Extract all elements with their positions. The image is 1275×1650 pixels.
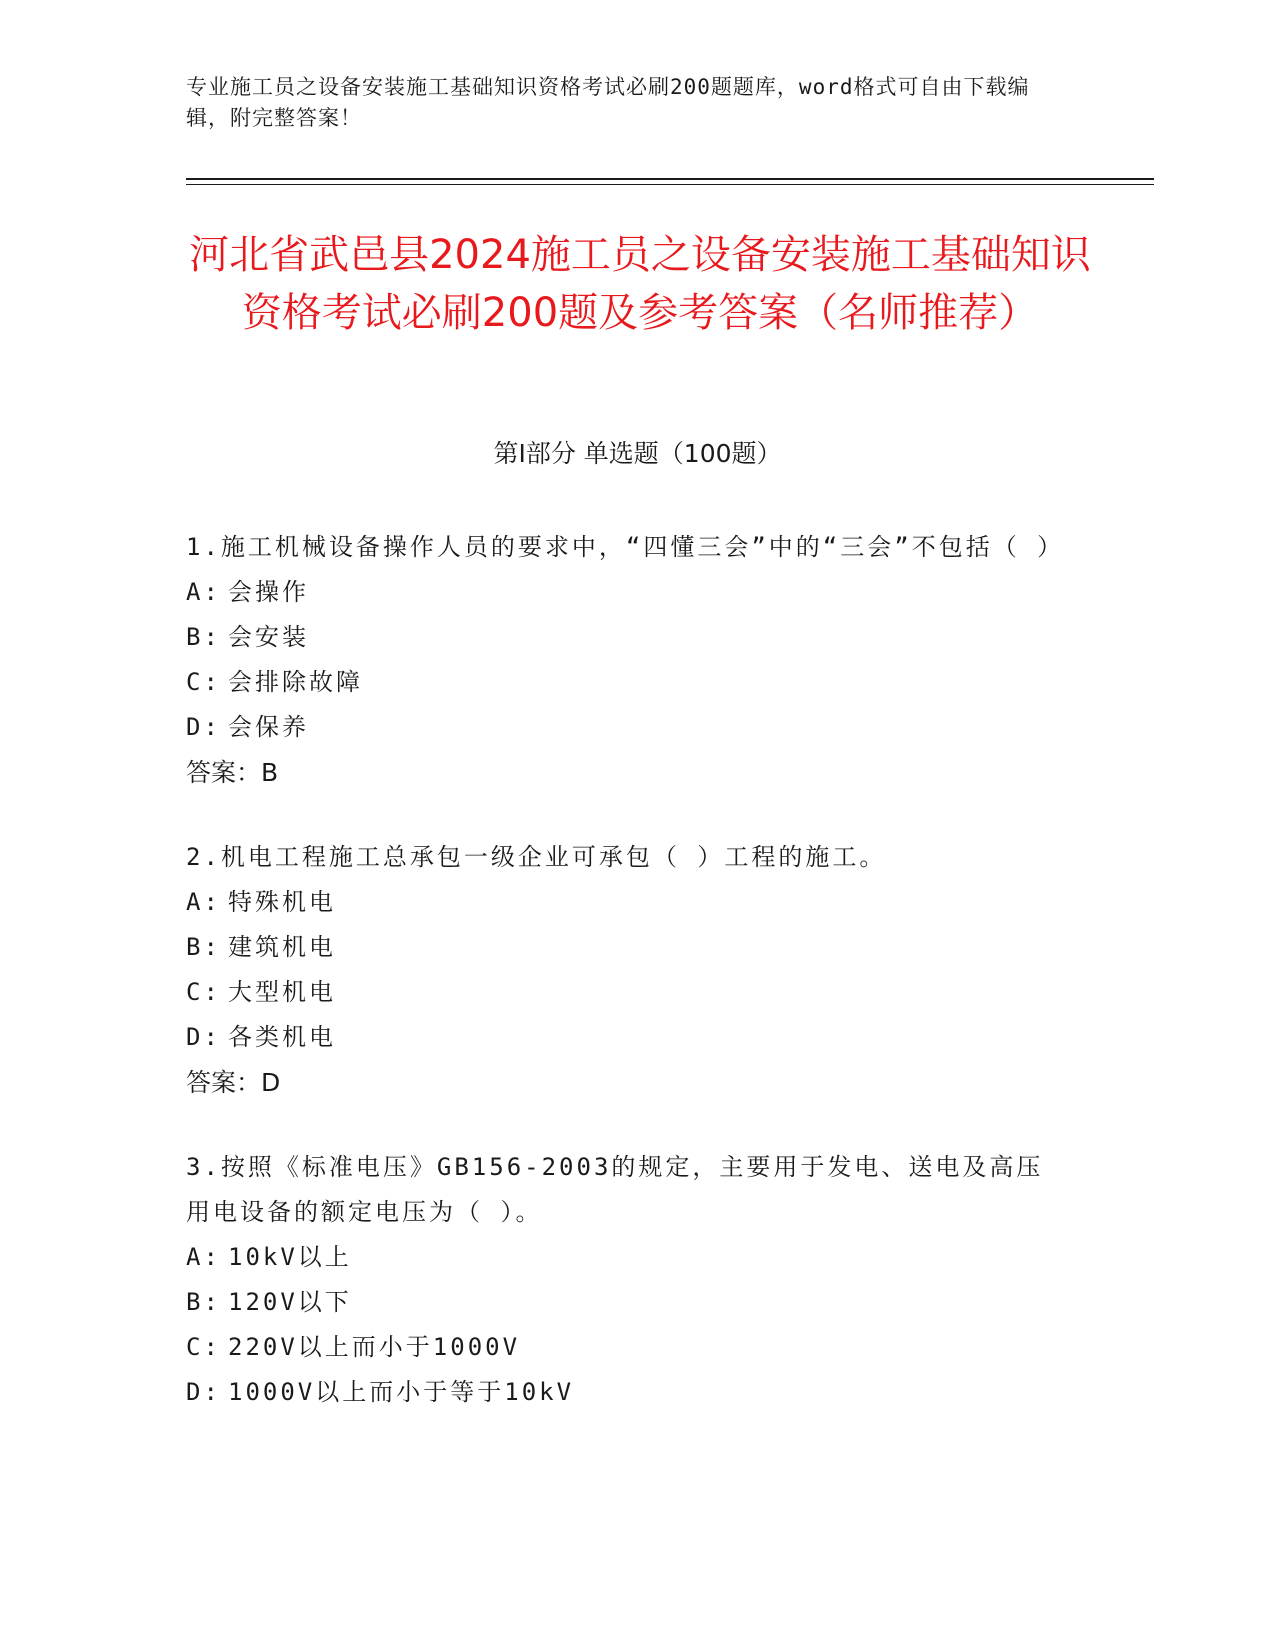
option-b	[186, 615, 1066, 660]
option-letter: B:	[186, 1288, 221, 1316]
option-text: 会排除故障	[228, 668, 363, 696]
option-text: 会保养	[228, 713, 309, 741]
option-text: 220V以上而小于1000V	[228, 1333, 521, 1361]
option-d	[186, 1015, 1066, 1060]
header-note: 专业施工员之设备安装施工基础知识资格考试必刷200题题库，word格式可自由下载编辑，附完整答案！	[186, 75, 1030, 130]
option-b	[186, 1280, 1066, 1325]
option-letter: C:	[186, 1333, 221, 1361]
section-heading: 第Ⅰ部分 单选题（100题）	[493, 439, 782, 468]
option-letter: C:	[186, 978, 221, 1006]
option-d	[186, 705, 1066, 750]
option-text: 会操作	[228, 578, 309, 606]
question-3	[186, 1145, 1066, 1415]
option-letter: B:	[186, 933, 221, 961]
answer-line: 答案：D	[186, 1068, 281, 1097]
option-text: 120V以下	[228, 1288, 352, 1316]
answer-line: 答案：B	[186, 758, 279, 787]
option-letter: B:	[186, 623, 221, 651]
option-letter: A:	[186, 578, 221, 606]
question-list	[186, 525, 1066, 1455]
option-letter: D:	[186, 713, 221, 741]
document-title: 河北省武邑县2024施工员之设备安装施工基础知识资格考试必刷200题及参考答案（名师推荐）	[189, 232, 1091, 336]
option-a	[186, 1235, 1066, 1280]
option-letter: D:	[186, 1378, 221, 1406]
header-rule-thin	[186, 184, 1154, 185]
option-text: 10kV以上	[228, 1243, 352, 1271]
question-1	[186, 525, 1066, 795]
question-stem: 1.施工机械设备操作人员的要求中，“四懂三会”中的“三会”不包括（ ）	[186, 533, 1065, 561]
option-letter: A:	[186, 1243, 221, 1271]
question-2	[186, 835, 1066, 1105]
option-text: 1000V以上而小于等于10kV	[228, 1378, 575, 1406]
option-c	[186, 970, 1066, 1015]
option-letter: C:	[186, 668, 221, 696]
option-text: 各类机电	[228, 1023, 336, 1051]
option-a	[186, 880, 1066, 925]
question-stem: 3.按照《标准电压》GB156-2003的规定，主要用于发电、送电及高压用电设备的额定电压为（ ）。	[186, 1153, 1044, 1226]
option-text: 建筑机电	[228, 933, 336, 961]
option-c	[186, 1325, 1066, 1370]
option-a	[186, 570, 1066, 615]
option-b	[186, 925, 1066, 970]
option-text: 特殊机电	[228, 888, 336, 916]
option-d	[186, 1370, 1066, 1415]
header-rule-thick	[186, 178, 1154, 180]
question-stem: 2.机电工程施工总承包一级企业可承包（ ）工程的施工。	[186, 843, 887, 871]
option-text: 会安装	[228, 623, 309, 651]
option-letter: A:	[186, 888, 221, 916]
option-text: 大型机电	[228, 978, 336, 1006]
option-letter: D:	[186, 1023, 221, 1051]
option-c	[186, 660, 1066, 705]
